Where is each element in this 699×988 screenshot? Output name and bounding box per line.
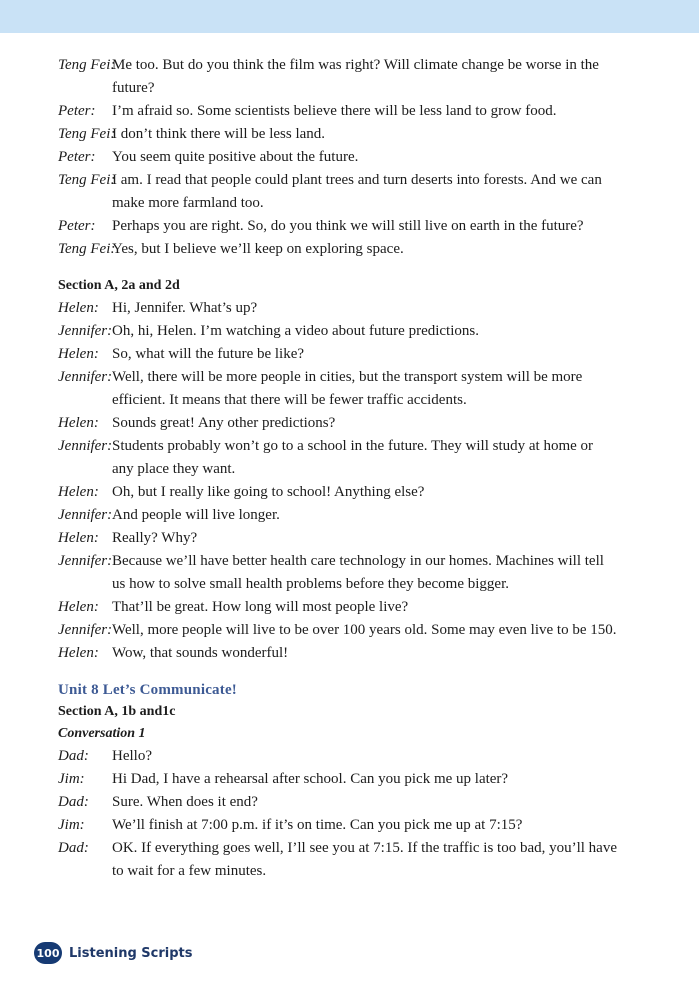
dialogue-line [58,343,618,366]
dialogue-text: Hi, Jennifer. What’s up? [112,300,258,316]
unit-heading: Unit 8 Let’s Communicate! [58,682,238,698]
speaker-name: Teng Fei: [58,172,116,188]
page-number-badge: 100 [34,942,62,964]
dialogue-line [58,215,618,238]
speaker-name: Teng Fei: [58,126,116,142]
dialogue-line [58,596,618,619]
dialogue-text: Sure. When does it end? [112,794,258,810]
dialogue-text: Oh, but I really like going to school! Anything else? [112,484,425,500]
dialogue-text: I’m afraid so. Some scientists believe there will be less land to grow food. [112,103,557,119]
speaker-name: Teng Fei: [58,57,116,73]
speaker-name: Helen: [58,645,99,661]
dialogue-text: Yes, but I believe we’ll keep on exploring space. [112,241,404,257]
dialogue-text: Perhaps you are right. So, do you think we will still live on earth in the future? [112,218,584,234]
dialogue-line [58,481,618,504]
top-color-band [0,0,699,33]
conversation-label: Conversation 1 [58,726,146,741]
dialogue-line [58,100,618,123]
speaker-name: Helen: [58,530,99,546]
dialogue-line [58,550,618,596]
speaker-name: Peter: [58,218,96,234]
speaker-name: Dad: [58,840,89,856]
dialogue-text: And people will live longer. [112,507,280,523]
dialogue-line [58,642,618,665]
speaker-name: Dad: [58,748,89,764]
dialogue-text: I am. I read that people could plant trees and turn deserts into forests. And we can make more farmland too. [112,172,602,211]
speaker-name: Helen: [58,346,99,362]
speaker-name: Jennifer: [58,622,113,638]
dialogue-line [58,504,618,527]
dialogue-text: So, what will the future be like? [112,346,305,362]
dialogue-line [58,238,618,261]
dialogue-text: Oh, hi, Helen. I’m watching a video about future predictions. [112,323,479,339]
dialogue-line [58,412,618,435]
dialogue-line [58,54,618,100]
dialogue-line [58,123,618,146]
dialogue-line [58,146,618,169]
speaker-name: Helen: [58,415,99,431]
script-content [58,54,618,883]
speaker-name: Peter: [58,149,96,165]
dialogue-text: I don’t think there will be less land. [112,126,326,142]
dialogue-block-teng-fei-peter [58,54,618,261]
dialogue-line [58,527,618,550]
dialogue-text: Students probably won’t go to a school in the future. They will study at home or any place they want. [112,438,594,477]
dialogue-line [58,297,618,320]
dialogue-text: Hi Dad, I have a rehearsal after school. Can you pick me up later? [112,771,509,787]
dialogue-text: Sounds great! Any other predictions? [112,415,336,431]
speaker-name: Jennifer: [58,369,113,385]
dialogue-text: Because we’ll have better health care technology in our homes. Machines will tell us how to solve small health problems before they become bigger. [112,553,604,592]
dialogue-line [58,320,618,343]
dialogue-text: Well, more people will live to be over 100 years old. Some may even live to be 150. [112,622,617,638]
page-footer [34,942,193,964]
speaker-name: Helen: [58,599,99,615]
speaker-name: Jennifer: [58,438,113,454]
speaker-name: Helen: [58,484,99,500]
dialogue-line [58,745,618,768]
section-heading-1b-1c: Section A, 1b and1c [58,704,176,719]
speaker-name: Dad: [58,794,89,810]
dialogue-text: Wow, that sounds wonderful! [112,645,289,661]
dialogue-block-helen-jennifer [58,297,618,665]
dialogue-text: That’ll be great. How long will most people live? [112,599,409,615]
dialogue-text: Really? Why? [112,530,198,546]
dialogue-line [58,366,618,412]
section-heading-2a-2d: Section A, 2a and 2d [58,278,180,293]
dialogue-line [58,791,618,814]
speaker-name: Jim: [58,771,85,787]
dialogue-line [58,435,618,481]
footer-label: Listening Scripts [69,945,193,961]
dialogue-text: Me too. But do you think the film was right? Will climate change be worse in the future? [112,57,599,96]
dialogue-line [58,768,618,791]
dialogue-text: Well, there will be more people in cities, but the transport system will be more efficient. It means that there will be fewer traffic accidents. [112,369,583,408]
speaker-name: Jennifer: [58,507,113,523]
dialogue-block-dad-jim [58,745,618,883]
dialogue-line [58,619,618,642]
speaker-name: Jim: [58,817,85,833]
dialogue-text: Hello? [112,748,152,764]
dialogue-text: You seem quite positive about the future. [112,149,359,165]
dialogue-text: OK. If everything goes well, I’ll see you at 7:15. If the traffic is too bad, you’ll have to wait for a few minutes. [112,840,617,879]
dialogue-line [58,837,618,883]
dialogue-line [58,814,618,837]
dialogue-line [58,169,618,215]
speaker-name: Helen: [58,300,99,316]
dialogue-text: We’ll finish at 7:00 p.m. if it’s on time. Can you pick me up at 7:15? [112,817,523,833]
speaker-name: Peter: [58,103,96,119]
speaker-name: Jennifer: [58,323,113,339]
speaker-name: Teng Fei: [58,241,116,257]
speaker-name: Jennifer: [58,553,113,569]
